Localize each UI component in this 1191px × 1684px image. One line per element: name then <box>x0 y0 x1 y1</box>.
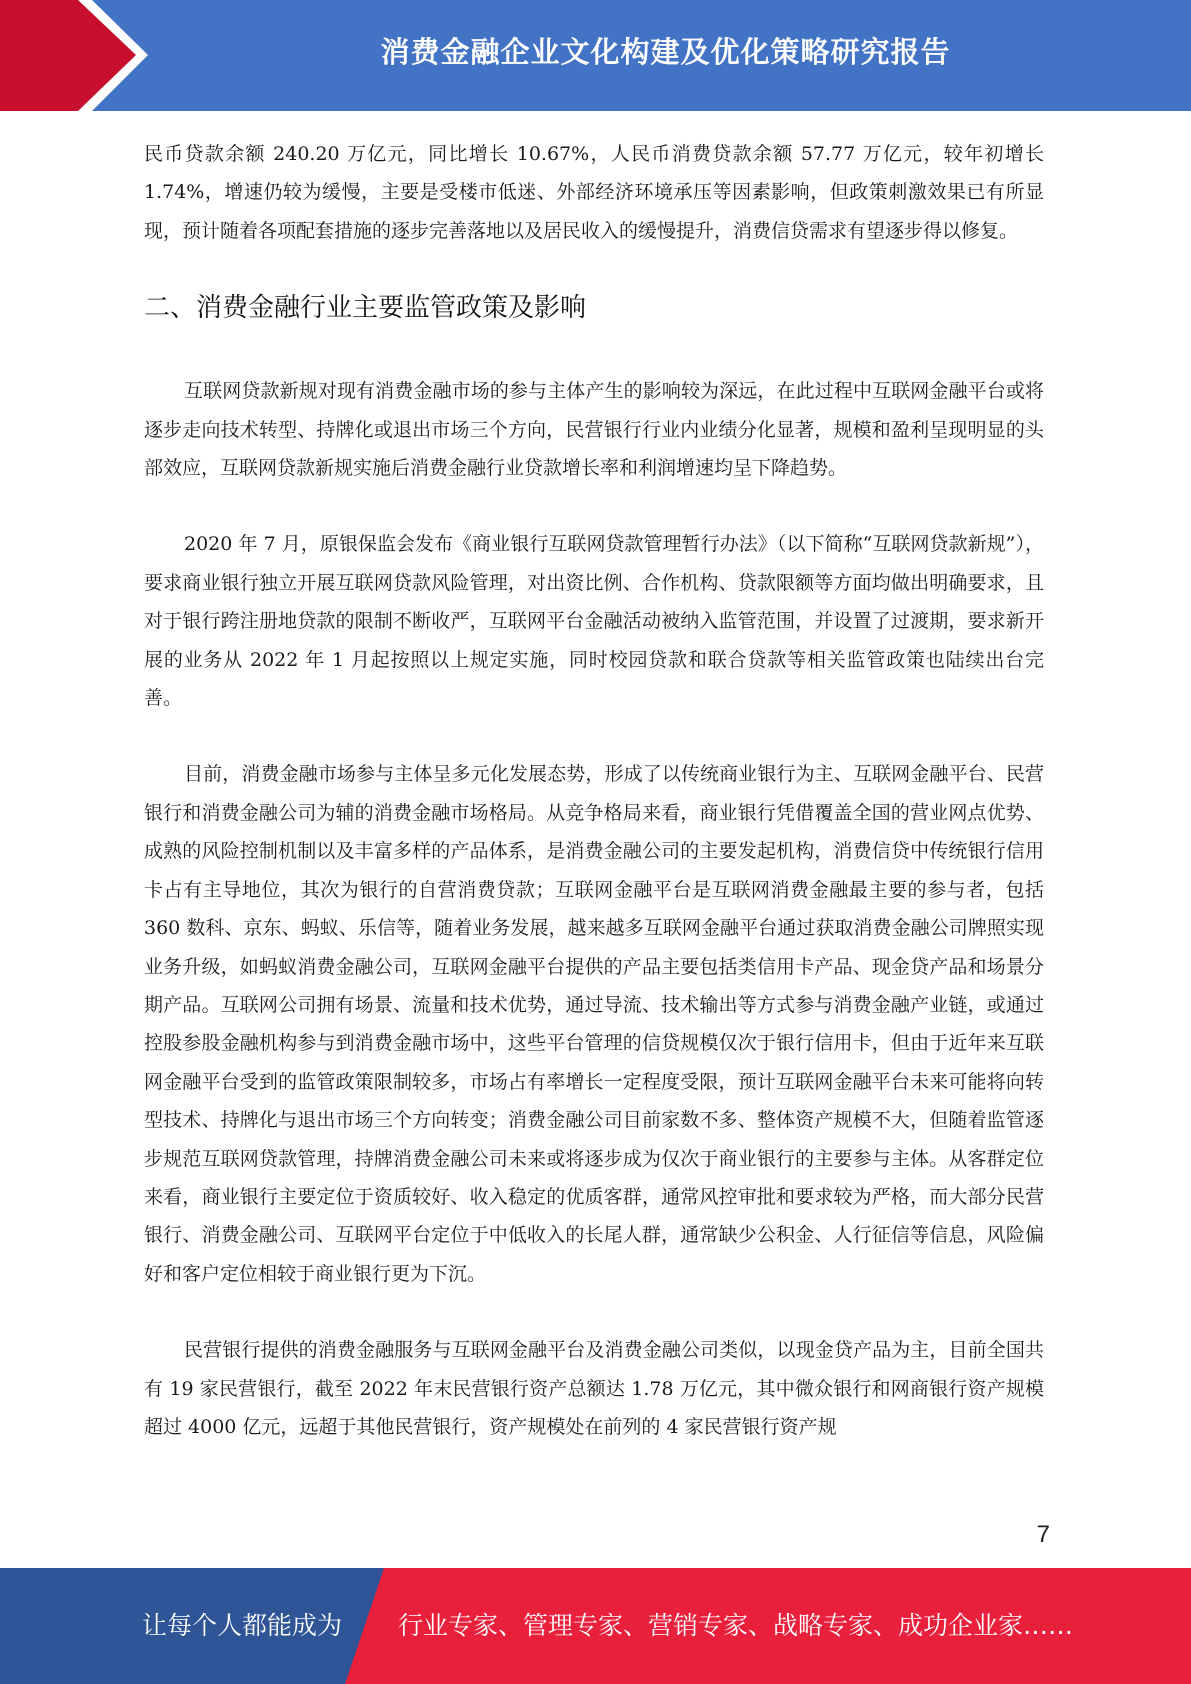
body-paragraph-3: 目前，消费金融市场参与主体呈多元化发展态势，形成了以传统商业银行为主、互联网金融平台、民营银行和消费金融公司为辅的消费金融市场格局。从竞争格局来看，商业银行凭借覆盖全国的营业网点优势、成熟的风险控制机制以及丰富多样的产品体系，是消费金融公司的主要发起机构，消费信贷中传统银行信用卡占有主导地位，其次为银行的自营消费贷款；互联网金融平台是互联网消费金融最主要的参与者，包括 360 数科、京东、蚂蚁、乐信等，随着业务发展，越来越多互联网金融平台通过获取消费金融公司牌照实现业务升级，如蚂蚁消费金融公司，互联网金融平台提供的产品主要包括类信用卡产品、现金贷产品和场景分期产品。互联网公司拥有场景、流量和技术优势，通过导流、技术输出等方式参与消费金融产业链，或通过控股参股金融机构参与到消费金融市场中，这些平台管理的信贷规模仅次于银行信用卡，但由于近年来互联网金融平台受到的监管政策限制较多，市场占有率增长一定程度受限，预计互联网金融平台未来可能将向转型技术、持牌化与退出市场三个方向转变；消费金融公司目前家数不多、整体资产规模不大，但随着监管逐步规范互联网贷款管理，持牌消费金融公司未来或将逐步成为仅次于商业银行的主要参与主体。从客群定位来看，商业银行主要定位于资质较好、收入稳定的优质客群，通常风控审批和要求较为严格，而大部分民营银行、消费金融公司、互联网平台定位于中低收入的长尾人群，通常缺少公积金、人行征信等信息，风险偏好和客户定位相较于商业银行更为下沉。 <box>144 763 1044 1285</box>
page-header <box>0 0 1191 111</box>
document-title: 消费金融企业文化构建及优化策略研究报告 <box>380 35 951 69</box>
continued-paragraph: 民币贷款余额 240.20 万亿元，同比增长 10.67%，人民币消费贷款余额 57.77 万亿元，较年初增长 1.74%，增速仍较为缓慢，主要是受楼市低迷、外部经济环境承压等因素影响，但政策刺激效果已有所显现，预计随着各项配套措施的逐步完善落地以及居民收入的缓慢提升，消费信贷需求有望逐步得以修复。 <box>144 143 1044 242</box>
page-number: 7 <box>1036 1521 1050 1548</box>
body-paragraph-4: 民营银行提供的消费金融服务与互联网金融平台及消费金融公司类似，以现金贷产品为主，目前全国共有 19 家民营银行，截至 2022 年末民营银行资产总额达 1.78 万亿元，其中微众银行和网商银行资产规模超过 4000 亿元，远超于其他民营银行，资产规模处在前列的 4 家民营银行资产规 <box>144 1339 1044 1438</box>
footer-slogan-right: 行业专家、管理专家、营销专家、战略专家、成功企业家…… <box>398 1611 1074 1640</box>
page-footer <box>0 1568 1191 1684</box>
footer-slogan-left: 让每个人都能成为 <box>142 1611 343 1640</box>
body-paragraph-1: 互联网贷款新规对现有消费金融市场的参与主体产生的影响较为深远，在此过程中互联网金融平台或将逐步走向技术转型、持牌化或退出市场三个方向，民营银行行业内业绩分化显著，规模和盈利呈现明显的头部效应，互联网贷款新规实施后消费金融行业贷款增长率和利润增速均呈下降趋势。 <box>144 380 1044 480</box>
page-body <box>144 135 1044 1446</box>
section-heading: 二、消费金融行业主要监管政策及影响 <box>144 293 587 324</box>
body-paragraph-2: 2020 年 7 月，原银保监会发布《商业银行互联网贷款管理暂行办法》（以下简称“互联网贷款新规”），要求商业银行独立开展互联网贷款风险管理，对出资比例、合作机构、贷款限额等方面均做出明确要求，且对于银行跨注册地贷款的限制不断收严，互联网平台金融活动被纳入监管范围，并设置了过渡期，要求新开展的业务从 2022 年 1 月起按照以上规定实施，同时校园贷款和联合贷款等相关监管政策也陆续出台完善。 <box>144 533 1044 710</box>
